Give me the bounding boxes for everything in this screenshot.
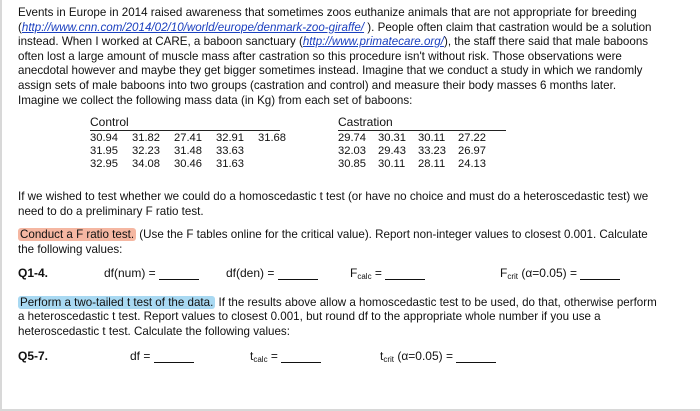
castration-rule [338, 130, 506, 131]
df-label: df = [130, 349, 151, 364]
f-calc-equals: = [371, 265, 382, 280]
f-calc-field [350, 266, 425, 281]
f-crit-label: (α=0.05) = [518, 265, 577, 280]
control-row [90, 145, 300, 158]
castration-row [338, 145, 506, 158]
intro-paragraph [18, 6, 658, 108]
cell: 30.46 [174, 158, 202, 171]
t-crit-subscript: crit [383, 355, 395, 365]
cell: 31.68 [258, 132, 286, 145]
data-tables [18, 116, 658, 180]
question-label: Q5-7. [18, 349, 49, 364]
f-calc-blank[interactable] [385, 267, 425, 280]
question-1-4 [18, 266, 658, 286]
df-num-label: df(num) = [104, 265, 156, 280]
document [18, 6, 658, 369]
cell: 32.91 [216, 132, 244, 145]
f-test-highlight: Conduct a F ratio test. [20, 228, 135, 242]
cell: 29.74 [338, 132, 366, 145]
t-calc-field [250, 349, 321, 364]
cell: 30.85 [338, 158, 366, 171]
t-test-instructions [18, 296, 658, 340]
cell: 31.63 [216, 158, 244, 171]
cell: 32.95 [90, 158, 118, 171]
intro-text-2: ). People often claim that castration would be a solution instead. When I worked at CARE, a baboon sanctuary ( [18, 20, 652, 49]
cell: 31.95 [90, 145, 118, 158]
cell: 32.03 [338, 145, 366, 158]
df-blank[interactable] [154, 350, 194, 363]
cnn-link[interactable]: http://www.cnn.com/2014/02/10/world/europe/denmark-zoo-giraffe/ [21, 20, 365, 34]
f-crit-blank[interactable] [580, 267, 620, 280]
cell: 30.11 [378, 158, 406, 171]
t-calc-equals: = [267, 349, 278, 364]
cell: 24.13 [458, 158, 486, 171]
castration-row [338, 132, 506, 145]
cell: 27.41 [174, 132, 202, 145]
f-calc-symbol: F [350, 265, 358, 280]
castration-table [338, 116, 506, 171]
t-calc-subscript: calc [253, 355, 268, 365]
f-test-rest: (Use the F tables online for the critical value). Report non-integer values to closest 0.001. Calculate the following values: [18, 228, 648, 256]
df-field [130, 349, 194, 363]
cell: 29.43 [378, 145, 406, 158]
t-calc-symbol: t [250, 349, 254, 364]
castration-row [338, 158, 506, 171]
control-table [90, 116, 300, 171]
cell: 27.22 [458, 132, 486, 145]
cell: 28.11 [418, 158, 446, 171]
page-left-edge [0, 0, 2, 411]
df-num-blank[interactable] [159, 267, 199, 280]
df-num-field [104, 266, 199, 280]
cell: 30.94 [90, 132, 118, 145]
cell: 32.23 [132, 145, 160, 158]
question-5-7 [18, 349, 658, 369]
f-crit-symbol: F [500, 265, 508, 280]
f-test-intro: If we wished to test whether we could do a homoscedastic t test (or have no choice and must do a heteroscedastic test) we need to do a preliminary F ratio test. [18, 190, 649, 218]
primatecare-link[interactable]: http://www.primatecare.org/ [302, 35, 444, 49]
f-calc-subscript: calc [357, 271, 372, 281]
cell: 26.97 [458, 145, 486, 158]
cell: 31.48 [174, 145, 202, 158]
t-test-highlight: Perform a two-tailed t test of the data. [20, 295, 214, 309]
t-test-rest: If the results above allow a homoscedastic test to be used, do that, otherwise perform a heteroscedastic t test. Report values to closest 0.001, but round df to the appropriate whole number if you use a heteroscedastic t test. Calculate the following values: [18, 295, 657, 338]
cell: 33.23 [418, 145, 446, 158]
cell: 33.63 [216, 145, 244, 158]
castration-title: Castration [338, 115, 393, 130]
intro-text-1: Events in Europe in 2014 raised awareness that sometimes zoos euthanize animals that are not appropriate for breeding ( [18, 6, 637, 34]
t-crit-field [380, 349, 496, 364]
df-den-label: df(den) = [226, 265, 275, 280]
control-row [90, 158, 300, 171]
cell: 30.31 [378, 132, 406, 145]
control-row [90, 132, 300, 145]
df-den-blank[interactable] [278, 267, 318, 280]
intro-text-3: ), the staff there said that male baboons often lost a large amount of muscle mass after castration so this procedure isn't without risk. Those observations were anecdotal however and maybe they get bigger sometimes instead. Imagine that we conduct a study in which we randomly assign sets of male baboons into two groups (castration and control) and measure their body masses 6 months later. Imagine we collect the following mass data (in Kg) from each set of baboons: [18, 35, 649, 107]
f-crit-field [500, 266, 620, 281]
t-crit-label: (α=0.05) = [394, 349, 453, 364]
t-crit-symbol: t [380, 349, 384, 364]
cell: 31.82 [132, 132, 160, 145]
f-test-instructions [18, 228, 658, 257]
df-den-field [226, 266, 318, 280]
t-crit-blank[interactable] [456, 350, 496, 363]
cell: 30.11 [418, 132, 446, 145]
question-label: Q1-4. [18, 265, 49, 280]
cell: 34.08 [132, 158, 160, 171]
f-crit-subscript: crit [507, 271, 519, 281]
control-title: Control [90, 115, 129, 130]
control-rule [90, 130, 280, 131]
t-calc-blank[interactable] [281, 350, 321, 363]
